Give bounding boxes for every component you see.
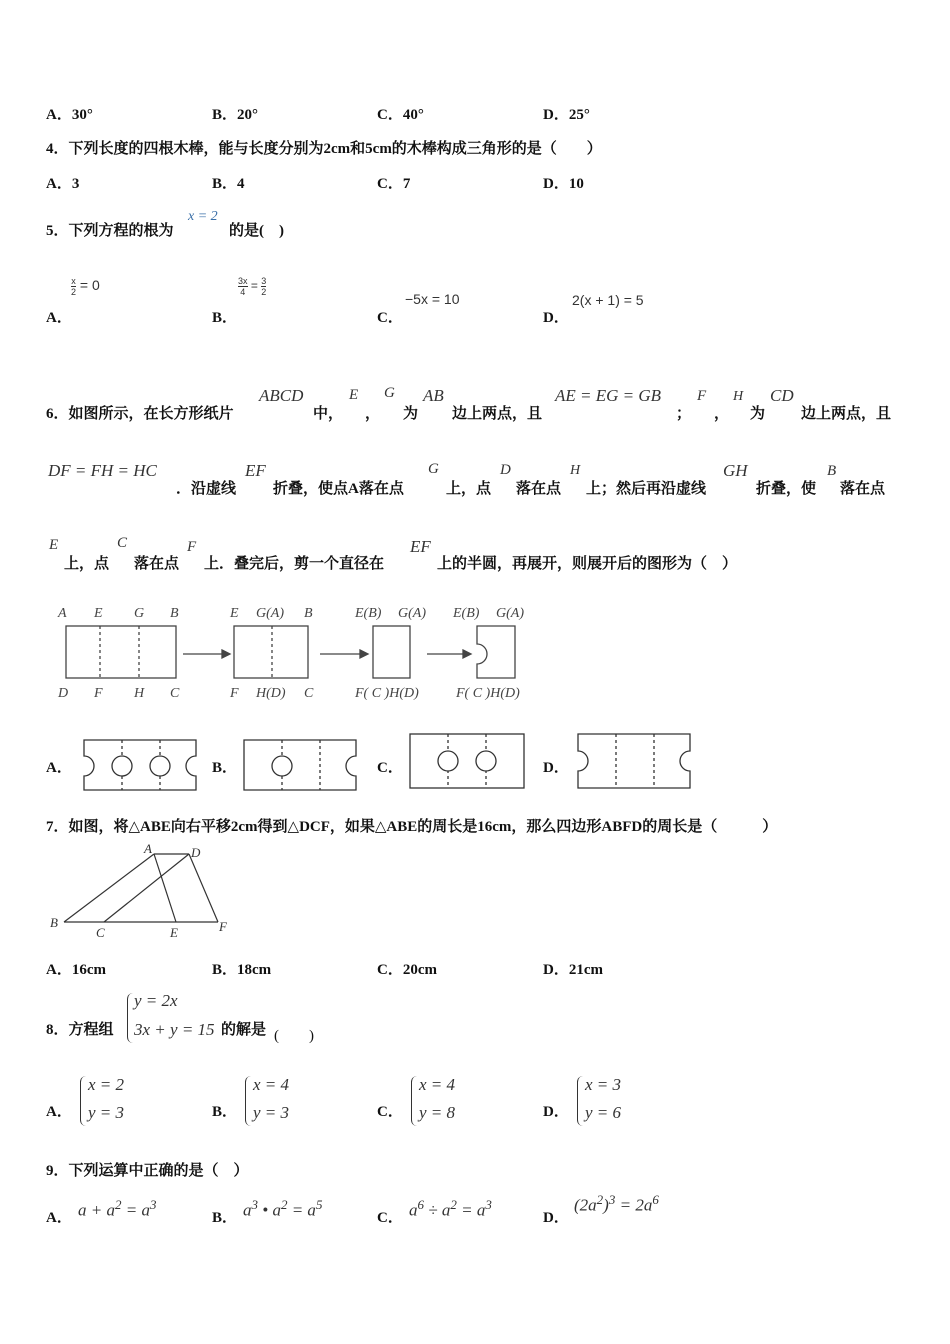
q6-math: CD [770, 386, 794, 405]
q9-label-a: A． [46, 1210, 72, 1226]
q4-option-a: A．3 [46, 176, 80, 192]
q6-math: E [49, 537, 59, 553]
q8-stem-post: 的解是 [221, 1022, 267, 1038]
q6-text: 上的半圆，再展开，则展开后的图形为（ ） [437, 556, 738, 572]
q8-label-d: D． [543, 1104, 569, 1120]
q6-text: 落在点 [134, 556, 180, 572]
q6-text: 为 [403, 406, 419, 422]
seg-df [189, 854, 218, 922]
q5-label-a: A． [46, 310, 72, 326]
q5-option-b-math: $\frac{3x}{4}$ = $\frac{3}{2}$ [238, 276, 267, 297]
q8-label-b: B． [212, 1104, 238, 1120]
fig-label: C [170, 686, 180, 701]
q6-text: 上．叠完后，剪一个直径在 [204, 556, 385, 572]
shape-outline [410, 734, 524, 788]
q9-stem: 9．下列运算中正确的是（ ） [46, 1163, 249, 1179]
q6-text: 边上两点，且 [452, 406, 543, 422]
q3-option-a: A．30° [46, 107, 93, 123]
q9-option-c-math: $a^6 \div a^2 = a^3$ [409, 1197, 492, 1220]
q8-b-x: x = 4 [253, 1075, 290, 1094]
brace [577, 1076, 584, 1126]
q5-stem-pre: 5．下列方程的根为 [46, 223, 174, 239]
fig-label: G(A) [256, 606, 284, 621]
q4-option-c: C．7 [377, 176, 411, 192]
q7-option-c: C．20cm [377, 962, 437, 978]
fig-label: B [304, 606, 313, 621]
fig-rect-3 [373, 626, 410, 678]
q8-label-c: C． [377, 1104, 403, 1120]
q9-option-d-math: $(2a^2)^3 = 2a^6$ [574, 1192, 659, 1215]
q7-figure [46, 838, 236, 942]
fig-rect-1 [66, 626, 176, 678]
q6-math: AB [423, 386, 444, 405]
fig-label: F( C )H(D) [456, 686, 520, 701]
q6-label-c: C． [377, 760, 403, 776]
q7-stem: 7．如图，将△ABE向右平移2cm得到△DCF，如果△ABE的周长是16cm，那么四边形ABFD的周长是（ ） [46, 819, 778, 835]
fig-label: G [134, 606, 145, 621]
brace [411, 1076, 418, 1126]
q8-d-y: y = 6 [585, 1103, 622, 1122]
q6-math: AE = EG = GB [555, 386, 662, 405]
fig-label: F [230, 686, 239, 701]
q5-stem-post: 的是( ) [229, 223, 284, 239]
q6-label-d: D． [543, 760, 569, 776]
fig-label: E(B) [355, 606, 382, 621]
q9-label-b: B． [212, 1210, 238, 1226]
q6-option-a-figure [76, 736, 204, 794]
q6-text: 上；然后再沿虚线 [586, 481, 707, 497]
q6-math: EF [245, 461, 266, 480]
q6-text: ， [714, 406, 730, 422]
q6-math: ABCD [259, 386, 304, 405]
fig-label: E(B) [453, 606, 480, 621]
q6-math: D [500, 462, 511, 478]
q6-label-b: B． [212, 760, 238, 776]
fig-label: G(A) [496, 606, 524, 621]
q6-text: 6．如图所示，在长方形纸片 [46, 406, 234, 422]
q8-sys-eq1: y = 2x [134, 991, 178, 1010]
shape-outline [84, 740, 196, 790]
q8-paren: ( ) [274, 1028, 314, 1044]
hole-circle [112, 756, 132, 776]
q4-option-b: B．4 [212, 176, 245, 192]
seg-cd [104, 854, 189, 922]
hole-circle [150, 756, 170, 776]
fig-label: H(D) [256, 686, 286, 701]
q6-math: DF = FH = HC [48, 461, 157, 480]
q7-option-d: D．21cm [543, 962, 603, 978]
fig-label: B [170, 606, 179, 621]
fig-rect-2 [234, 626, 308, 678]
fig-label: A [58, 606, 67, 621]
q8-sys-eq2: 3x + y = 15 [134, 1020, 215, 1039]
fig-label: C [304, 686, 314, 701]
q6-text: ， [365, 406, 381, 422]
q8-stem-pre: 8．方程组 [46, 1022, 114, 1038]
seg-ab [64, 854, 154, 922]
q6-option-c-figure [406, 730, 528, 792]
q6-math: GH [723, 461, 748, 480]
fig-label: A [144, 841, 152, 856]
fig-arrowhead [463, 650, 471, 658]
q6-text: 边上两点，且 [801, 406, 892, 422]
q8-c-y: y = 8 [419, 1103, 456, 1122]
hole-circle [476, 751, 496, 771]
fig-label: D [58, 686, 69, 701]
q6-text: 上，点 [64, 556, 110, 572]
shape-outline [244, 740, 356, 790]
fig-label: F [94, 686, 103, 701]
brace [127, 993, 134, 1043]
q3-option-d: D．25° [543, 107, 590, 123]
q9-label-d: D． [543, 1210, 569, 1226]
q6-text: 落在点 [516, 481, 562, 497]
q6-math: B [827, 463, 837, 479]
q4-stem: 4．下列长度的四根木棒，能与长度分别为2cm和5cm的木棒构成三角形的是（ ） [46, 141, 602, 157]
q3-option-b: B．20° [212, 107, 259, 123]
q6-math: G [384, 385, 395, 401]
q5-option-a-math: $\frac{x}{2}$ = 0 [71, 276, 100, 297]
q5-option-d-math: 2(x + 1) = 5 [572, 292, 644, 308]
q6-math: F [187, 539, 197, 555]
fig-label: D [191, 845, 201, 860]
q6-text: 为 [750, 406, 766, 422]
q6-math: H [570, 463, 581, 478]
q5-label-c: C． [377, 310, 403, 326]
q6-math: EF [410, 537, 431, 556]
q4-option-d: D．10 [543, 176, 584, 192]
q6-option-b-figure [240, 736, 360, 794]
fig-label: E [94, 606, 103, 621]
q8-a-y: y = 3 [88, 1103, 125, 1122]
fig-label: B [50, 915, 58, 930]
fig-label: F( C )H(D) [355, 686, 419, 701]
q5-label-d: D． [543, 310, 569, 326]
q3-option-c: C．40° [377, 107, 424, 123]
fig-arrowhead [360, 650, 368, 658]
hole-circle [272, 756, 292, 776]
q6-math: F [697, 388, 707, 404]
q6-math: E [349, 387, 359, 403]
q5-stem-math: x = 2 [188, 209, 218, 224]
shape-outline [578, 734, 690, 788]
q9-label-c: C． [377, 1210, 403, 1226]
fig-rect-4-cut [477, 626, 515, 678]
q8-label-a: A． [46, 1104, 72, 1120]
brace [80, 1076, 87, 1126]
fig-label: E [230, 606, 239, 621]
q6-label-a: A． [46, 760, 72, 776]
q6-folding-figure [50, 598, 560, 708]
q8-d-x: x = 3 [585, 1075, 622, 1094]
q6-option-d-figure [572, 730, 696, 792]
q5-option-c-math: −5x = 10 [405, 291, 460, 307]
q8-b-y: y = 3 [253, 1103, 290, 1122]
fig-label: H [134, 686, 145, 701]
brace [245, 1076, 252, 1126]
q6-text: ．沿虚线 [176, 481, 237, 497]
fig-label: E [170, 925, 178, 940]
q6-text: 落在点 [840, 481, 886, 497]
q6-text: 折叠，使 [756, 481, 817, 497]
q9-option-b-math: $a^3$ • $a^2 = a^5$ [243, 1197, 323, 1220]
fig-label: F [219, 919, 227, 934]
q8-c-x: x = 4 [419, 1075, 456, 1094]
seg-ae [154, 854, 176, 922]
fig-label: G(A) [398, 606, 426, 621]
q7-option-b: B．18cm [212, 962, 272, 978]
q6-text: 折叠，使点A落在点 [273, 481, 404, 497]
q6-math: G [428, 461, 439, 477]
q5-label-b: B． [212, 310, 238, 326]
q6-math: H [733, 389, 744, 404]
hole-circle [438, 751, 458, 771]
q8-a-x: x = 2 [88, 1075, 125, 1094]
q6-text: 上，点 [446, 481, 492, 497]
q9-option-a-math: $a + a^2 = a^3$ [78, 1197, 157, 1220]
fig-label: C [96, 925, 105, 940]
q6-math: C [117, 535, 128, 551]
fig-arrowhead [222, 650, 230, 658]
q6-text: ； [676, 406, 692, 422]
q6-text: 中， [313, 406, 344, 422]
q7-option-a: A．16cm [46, 962, 106, 978]
